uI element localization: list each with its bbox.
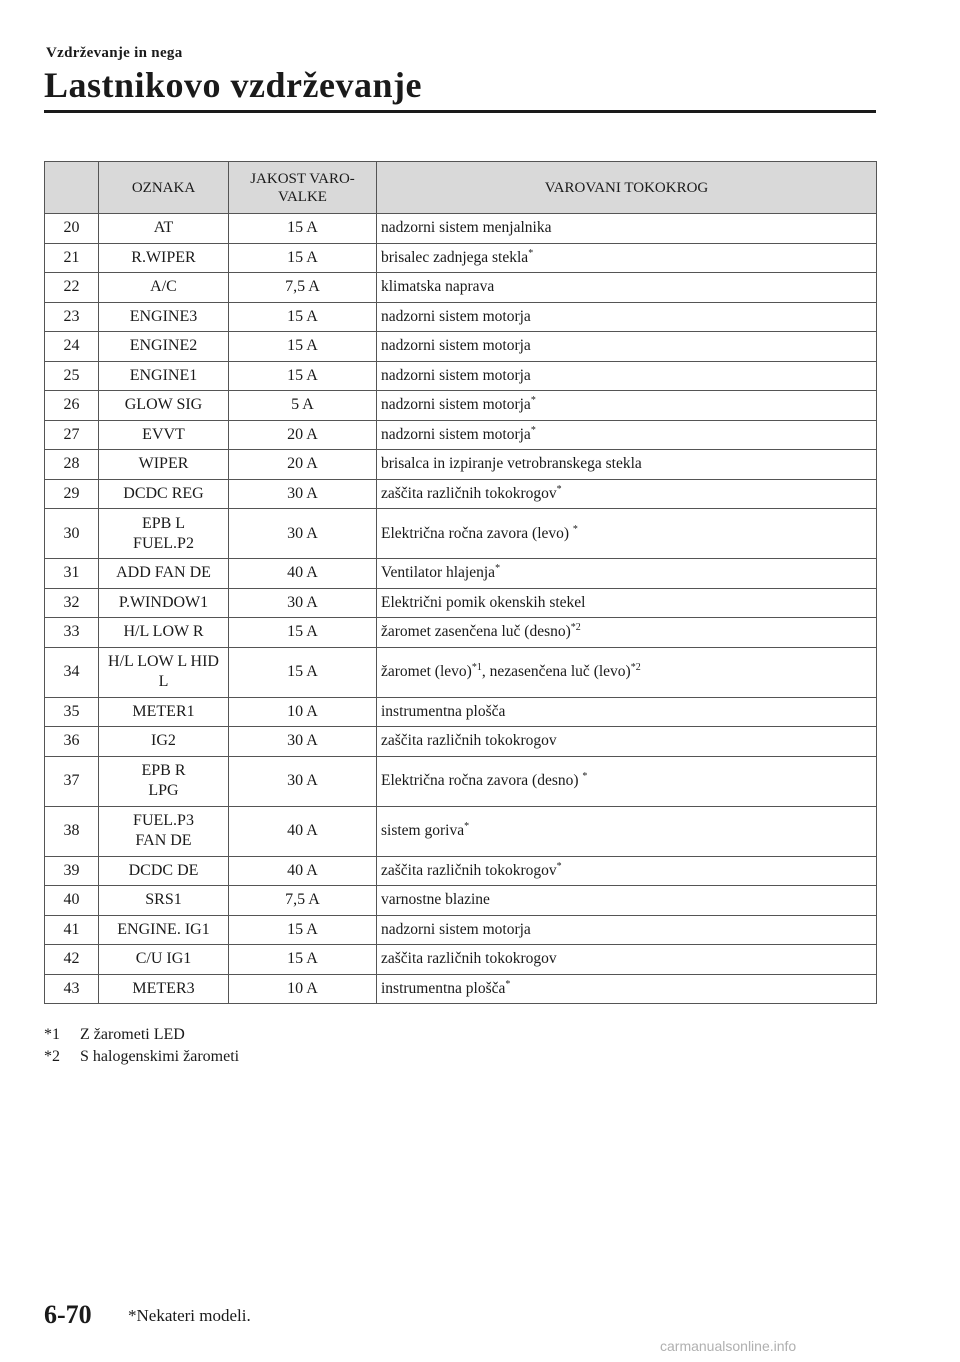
fuse-rating: 15 A: [229, 945, 377, 975]
table-row: [45, 243, 877, 273]
fuse-rating: 15 A: [229, 915, 377, 945]
table-body: [45, 214, 877, 1004]
protected-circuit: varnostne blazine: [377, 886, 877, 916]
fuse-number: 29: [45, 479, 99, 509]
fuse-label: ADD FAN DE: [99, 559, 229, 589]
fuse-label: EPB L FUEL.P2: [99, 509, 229, 559]
header-circuit: VAROVANI TOKOKROG: [377, 162, 877, 214]
fuse-number: 20: [45, 214, 99, 244]
fuse-rating: 30 A: [229, 727, 377, 757]
footnote-mark: *: [495, 563, 501, 575]
footnote-mark: *: [582, 770, 588, 782]
table-row: [45, 618, 877, 648]
fuse-rating: 15 A: [229, 618, 377, 648]
fuse-label: EPB R LPG: [99, 756, 229, 806]
protected-circuit: brisalec zadnjega stekla*: [377, 243, 877, 273]
section-label: Vzdrževanje in nega: [46, 45, 183, 61]
fuse-number: 38: [45, 806, 99, 856]
table-row: [45, 450, 877, 480]
header-label: OZNAKA: [99, 162, 229, 214]
footnote: [44, 1046, 239, 1068]
table-row: [45, 302, 877, 332]
fuse-rating: 15 A: [229, 361, 377, 391]
table-row: [45, 886, 877, 916]
protected-circuit: sistem goriva*: [377, 806, 877, 856]
fuse-label: R.WIPER: [99, 243, 229, 273]
fuse-number: 21: [45, 243, 99, 273]
fuse-rating: 15 A: [229, 214, 377, 244]
fuse-number: 26: [45, 391, 99, 421]
table-header-row: [45, 162, 877, 214]
protected-circuit: instrumentna plošča: [377, 697, 877, 727]
protected-circuit: Električna ročna zavora (desno) *: [377, 756, 877, 806]
fuse-label: GLOW SIG: [99, 391, 229, 421]
protected-circuit: nadzorni sistem motorja: [377, 915, 877, 945]
fuse-label: METER1: [99, 697, 229, 727]
fuse-rating: 15 A: [229, 647, 377, 697]
protected-circuit: nadzorni sistem motorja*: [377, 391, 877, 421]
footnote-mark: *: [464, 820, 470, 832]
fuse-rating: 10 A: [229, 974, 377, 1004]
protected-circuit: zaščita različnih tokokrogov: [377, 727, 877, 757]
fuse-label: H/L LOW R: [99, 618, 229, 648]
table-row: [45, 361, 877, 391]
footnote-mark: *2: [630, 661, 641, 673]
fuse-label: SRS1: [99, 886, 229, 916]
footnote-marker: *1: [44, 1026, 60, 1043]
table-row: [45, 806, 877, 856]
table-row: [45, 479, 877, 509]
fuse-label: WIPER: [99, 450, 229, 480]
table-row: [45, 332, 877, 362]
footnote-mark: *: [530, 424, 536, 436]
footnote-mark: *2: [570, 622, 581, 634]
fuse-rating: 5 A: [229, 391, 377, 421]
protected-circuit: zaščita različnih tokokrogov*: [377, 856, 877, 886]
fuse-number: 40: [45, 886, 99, 916]
fuse-rating: 40 A: [229, 856, 377, 886]
protected-circuit: brisalca in izpiranje vetrobranskega stekla: [377, 450, 877, 480]
footnote-text: S halogenskimi žarometi: [80, 1048, 240, 1065]
protected-circuit: nadzorni sistem motorja: [377, 332, 877, 362]
protected-circuit: žaromet zasenčena luč (desno)$^{*2}$: [377, 618, 877, 648]
footnote-marker: *2: [44, 1048, 60, 1065]
fuse-number: 28: [45, 450, 99, 480]
fuse-label: EVVT: [99, 420, 229, 450]
fuse-rating: 40 A: [229, 806, 377, 856]
footnote-text: Z žarometi LED: [80, 1026, 185, 1043]
fuse-label: C/U IG1: [99, 945, 229, 975]
fuse-rating: 30 A: [229, 509, 377, 559]
table-row: [45, 559, 877, 589]
fuse-label: FUEL.P3 FAN DE: [99, 806, 229, 856]
fuse-label: DCDC REG: [99, 479, 229, 509]
fuse-table: [44, 161, 877, 1004]
fuse-label: DCDC DE: [99, 856, 229, 886]
page-number: 6-70: [44, 1300, 92, 1329]
footnote-mark: *: [528, 247, 534, 259]
table-row: [45, 391, 877, 421]
footnote-mark: *1: [471, 661, 482, 673]
table-row: [45, 647, 877, 697]
fuse-rating: 40 A: [229, 559, 377, 589]
fuse-number: 30: [45, 509, 99, 559]
fuse-rating: 20 A: [229, 450, 377, 480]
fuse-rating: 7,5 A: [229, 273, 377, 303]
footnote: [44, 1024, 239, 1046]
protected-circuit: nadzorni sistem menjalnika: [377, 214, 877, 244]
watermark: carmanualsonline.info: [660, 1338, 797, 1354]
footnote-mark: *: [556, 860, 562, 872]
table-row: [45, 214, 877, 244]
fuse-number: 37: [45, 756, 99, 806]
page-title: Lastnikovo vzdrževanje: [44, 65, 422, 105]
fuse-number: 25: [45, 361, 99, 391]
fuse-label: ENGINE1: [99, 361, 229, 391]
fuse-rating: 30 A: [229, 479, 377, 509]
fuse-number: 35: [45, 697, 99, 727]
protected-circuit: Ventilator hlajenja*: [377, 559, 877, 589]
footer-note: *Nekateri modeli.: [128, 1306, 251, 1325]
fuse-rating: 30 A: [229, 588, 377, 618]
fuse-number: 33: [45, 618, 99, 648]
header-number: [45, 162, 99, 214]
protected-circuit: žaromet (levo)$^{*1}$, nezasenčena luč (levo)$^{*2}$: [377, 647, 877, 697]
table-row: [45, 915, 877, 945]
fuse-number: 41: [45, 915, 99, 945]
table-row: [45, 588, 877, 618]
table-row: [45, 727, 877, 757]
footnotes: [44, 1024, 239, 1068]
footnote-mark: *: [572, 523, 578, 535]
fuse-rating: 15 A: [229, 243, 377, 273]
fuse-number: 42: [45, 945, 99, 975]
fuse-label: ENGINE2: [99, 332, 229, 362]
fuse-number: 24: [45, 332, 99, 362]
fuse-number: 43: [45, 974, 99, 1004]
fuse-rating: 15 A: [229, 302, 377, 332]
table-row: [45, 974, 877, 1004]
protected-circuit: nadzorni sistem motorja: [377, 361, 877, 391]
fuse-rating: 7,5 A: [229, 886, 377, 916]
fuse-rating: 10 A: [229, 697, 377, 727]
table-row: [45, 756, 877, 806]
fuse-number: 27: [45, 420, 99, 450]
protected-circuit: Električna ročna zavora (levo) *: [377, 509, 877, 559]
fuse-label: P.WINDOW1: [99, 588, 229, 618]
table-row: [45, 697, 877, 727]
protected-circuit: nadzorni sistem motorja*: [377, 420, 877, 450]
fuse-rating: 30 A: [229, 756, 377, 806]
protected-circuit: zaščita različnih tokokrogov: [377, 945, 877, 975]
protected-circuit: nadzorni sistem motorja: [377, 302, 877, 332]
fuse-number: 22: [45, 273, 99, 303]
fuse-label: A/C: [99, 273, 229, 303]
fuse-rating: 20 A: [229, 420, 377, 450]
fuse-label: H/L LOW L HID L: [99, 647, 229, 697]
table-row: [45, 273, 877, 303]
table-row: [45, 856, 877, 886]
fuse-number: 23: [45, 302, 99, 332]
protected-circuit: klimatska naprava: [377, 273, 877, 303]
fuse-label: ENGINE3: [99, 302, 229, 332]
table-row: [45, 420, 877, 450]
fuse-rating: 15 A: [229, 332, 377, 362]
fuse-number: 32: [45, 588, 99, 618]
protected-circuit: Električni pomik okenskih stekel: [377, 588, 877, 618]
fuse-label: METER3: [99, 974, 229, 1004]
footnote-mark: *: [556, 483, 562, 495]
fuse-number: 34: [45, 647, 99, 697]
footnote-mark: *: [530, 395, 536, 407]
title-rule: [44, 110, 876, 113]
table-row: [45, 945, 877, 975]
fuse-number: 31: [45, 559, 99, 589]
fuse-number: 39: [45, 856, 99, 886]
fuse-number: 36: [45, 727, 99, 757]
table-row: [45, 509, 877, 559]
fuse-label: IG2: [99, 727, 229, 757]
protected-circuit: zaščita različnih tokokrogov*: [377, 479, 877, 509]
fuse-label: AT: [99, 214, 229, 244]
header-rating: JAKOST VARO- VALKE: [229, 162, 377, 214]
protected-circuit: instrumentna plošča*: [377, 974, 877, 1004]
footnote-mark: *: [505, 978, 511, 990]
fuse-label: ENGINE. IG1: [99, 915, 229, 945]
